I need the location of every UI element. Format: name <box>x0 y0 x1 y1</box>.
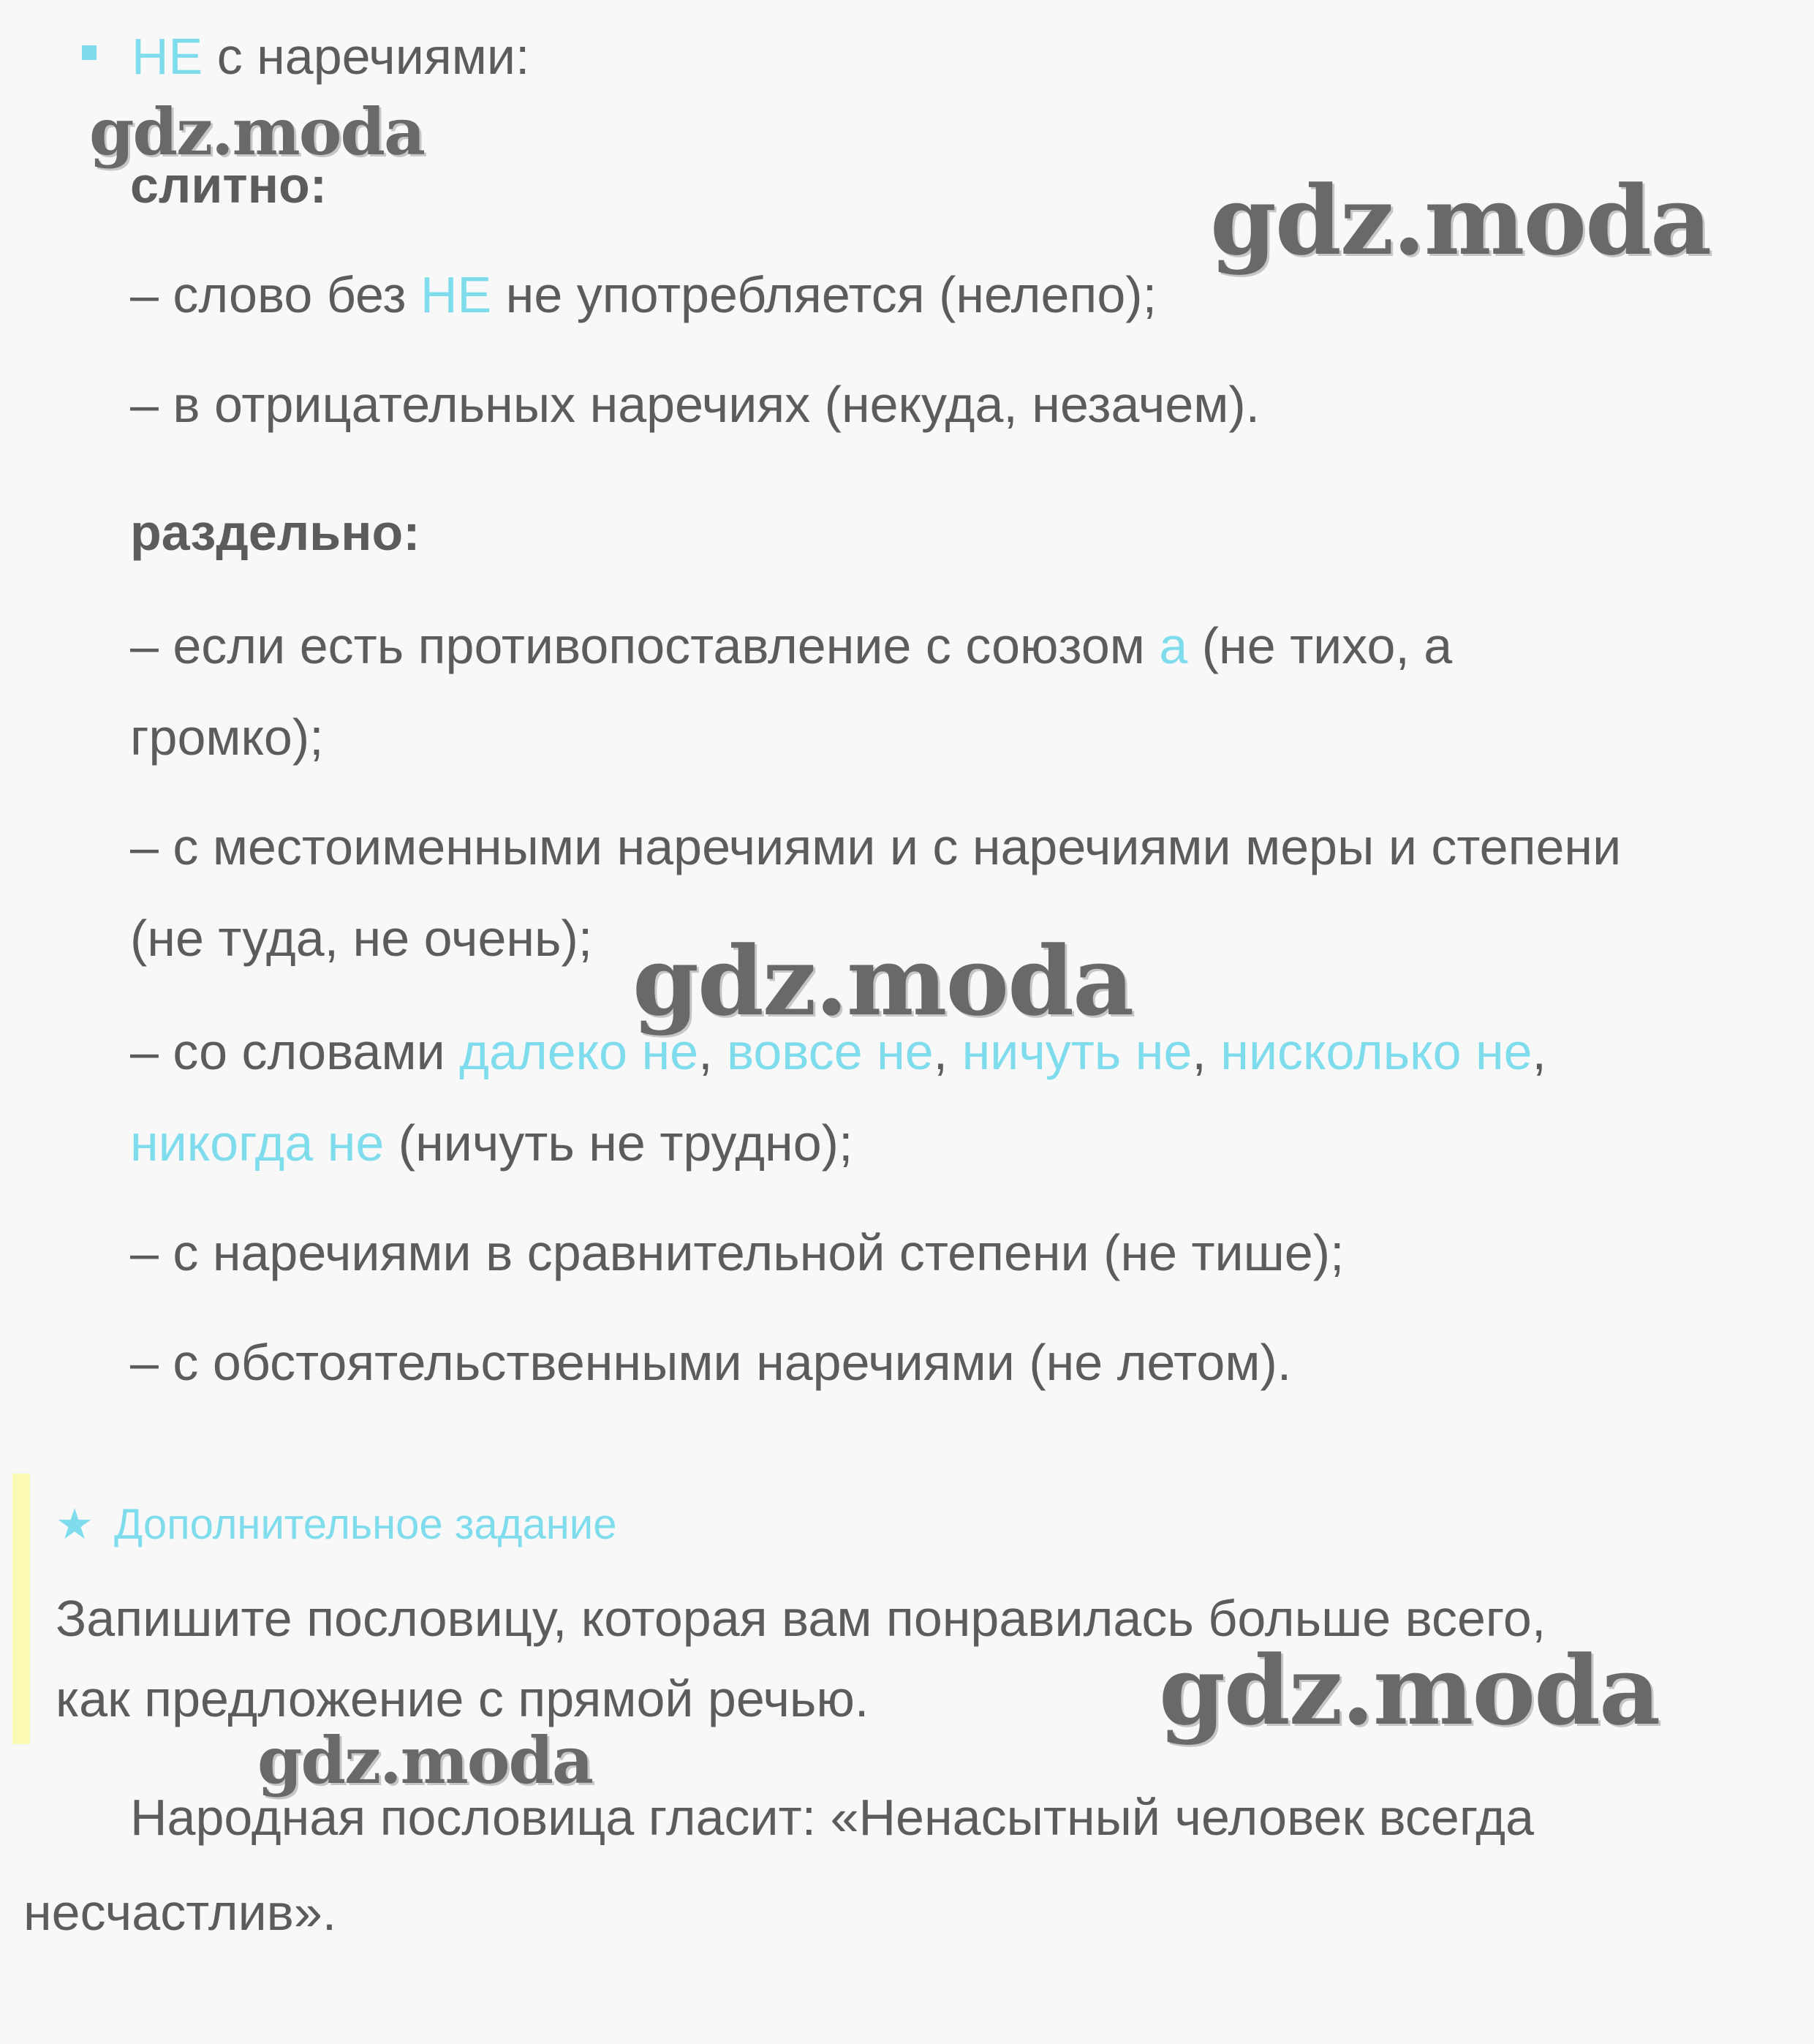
separate-item-3-line2 <box>130 1110 853 1176</box>
separate-item-3-pre: – со словами <box>130 1023 460 1080</box>
separator-4: , <box>1532 1023 1546 1080</box>
separator-3: , <box>1192 1023 1221 1080</box>
rule-heading <box>132 23 529 89</box>
together-item-2: – в отрицательных наречиях (некуда, незачем). <box>130 376 1261 433</box>
task-title: Дополнительное задание <box>114 1501 617 1548</box>
bullet-square-icon <box>82 45 97 60</box>
example-word-5: никогда не <box>130 1115 385 1172</box>
watermark-logo: gdz.moda <box>89 94 425 170</box>
together-item-1 <box>130 262 1157 328</box>
separate-item-1 <box>130 613 1452 679</box>
answer-line1: Народная пословица гласит: «Ненасытный человек всегда <box>130 1789 1535 1846</box>
task-header <box>56 1496 616 1554</box>
watermark-logo: gdz.moda <box>632 925 1133 1037</box>
rule-heading-key: НЕ <box>132 28 203 85</box>
example-word-1: далеко не <box>459 1023 699 1080</box>
task-text-line1: Запишите пословицу, которая вам понравилась больше всего, <box>56 1590 1546 1647</box>
together-item-1-pre: – слово без <box>130 266 420 323</box>
separator-2: , <box>933 1023 962 1080</box>
together-item-1-key: НЕ <box>420 266 492 323</box>
separate-item-1-cont: громко); <box>130 709 324 766</box>
separator-1: , <box>698 1023 727 1080</box>
separate-item-4: – с наречиями в сравнительной степени (не тише); <box>130 1224 1345 1281</box>
separate-item-2-line1: – с местоименными наречиями и с наречиями меры и степени <box>130 818 1622 875</box>
answer-line2: несчастлив». <box>23 1884 337 1941</box>
together-label: слитно: <box>130 156 328 214</box>
task-text-line2: как предложение с прямой речью. <box>56 1670 869 1727</box>
separate-item-2-line2: (не туда, не очень); <box>130 910 593 967</box>
separate-item-5: – с обстоятельственными наречиями (не летом). <box>130 1334 1292 1391</box>
example-word-3: ничуть не <box>961 1023 1193 1080</box>
watermark-logo: gdz.moda <box>257 1722 593 1798</box>
example-word-2: вовсе не <box>726 1023 934 1080</box>
watermark-logo: gdz.moda <box>1210 165 1711 276</box>
separate-item-1-pre: – если есть противопоставление с союзом <box>130 617 1160 674</box>
together-item-1-post: не употребляется (нелепо); <box>491 266 1157 323</box>
rule-heading-rest: с наречиями: <box>203 28 530 85</box>
separate-item-1-key: а <box>1159 617 1188 674</box>
watermark-logo: gdz.moda <box>1159 1634 1660 1746</box>
separate-label: раздельно: <box>130 504 420 561</box>
example-word-4: нисколько не <box>1220 1023 1533 1080</box>
task-highlight-bar <box>12 1474 30 1744</box>
star-icon: ★ <box>56 1501 94 1548</box>
separate-item-1-post: (не тихо, а <box>1187 617 1453 674</box>
separate-item-3-post: (ничуть не трудно); <box>384 1115 853 1172</box>
